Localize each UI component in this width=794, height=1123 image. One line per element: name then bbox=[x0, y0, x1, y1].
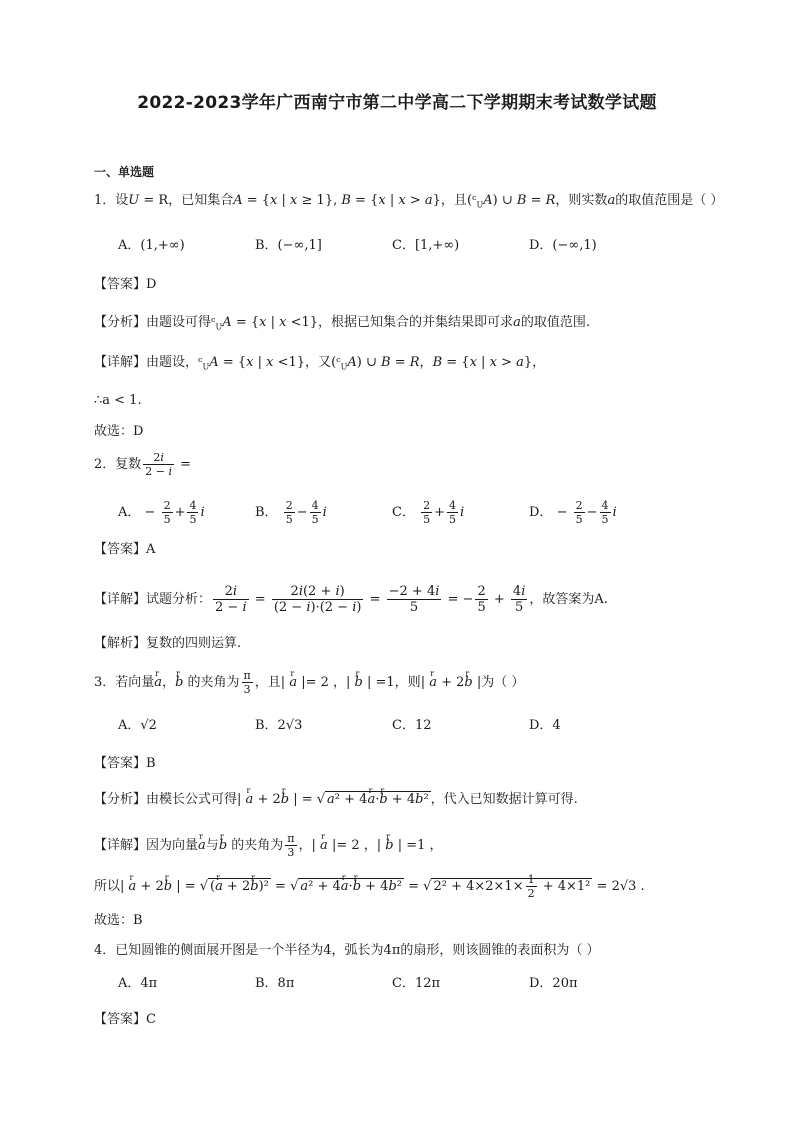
question-4-options bbox=[118, 974, 666, 994]
option-d[interactable]: D．(−∞,1) bbox=[529, 238, 597, 253]
option-c[interactable]: C．12 bbox=[392, 718, 432, 733]
question-3-detail: 【详解】因为向量r a与r b 的夹角为 $\frac{\pi}{3}$ ，| r a |= 2 ，| r b | =1 ， bbox=[94, 833, 443, 858]
option-b[interactable]: B．8π bbox=[255, 976, 295, 991]
question-1-choose: 故选：D bbox=[94, 424, 144, 439]
question-3-options bbox=[118, 716, 666, 736]
option-a[interactable]: A． − $\frac{2}{5}$ + $\frac{4}{5}$ i bbox=[118, 499, 205, 526]
question-1-therefore: ∴a < 1. bbox=[94, 393, 142, 408]
question-1-answer: 【答案】D bbox=[94, 277, 157, 292]
question-4: 4．已知圆锥的侧面展开图是一个半径为4，弧长为4π的扇形，则该圆锥的表面积为（ ） bbox=[94, 943, 600, 958]
option-a[interactable]: A．√2 bbox=[118, 718, 157, 733]
option-b[interactable]: B．(−∞,1] bbox=[255, 238, 322, 253]
question-1: 1．设U = R，已知集合A = {x | x ≥ 1}, B = {x | x > a}，且(ᶜ$_U$A) ∪ B = R，则实数a的取值范围是（ ） bbox=[94, 193, 724, 210]
option-d[interactable]: D．4 bbox=[529, 718, 561, 733]
question-2-answer: 【答案】A bbox=[94, 542, 156, 557]
question-3-choose: 故选：B bbox=[94, 913, 143, 928]
question-1-detail: 【详解】由题设，ᶜ$_U$A = {x | x <1}，又(ᶜ$_U$A) ∪ B = R，B = {x | x > a}， bbox=[94, 355, 546, 372]
question-2-options bbox=[118, 500, 666, 525]
option-a[interactable]: A．(1,+∞) bbox=[118, 238, 185, 253]
question-3-calc: 所以| r a + 2r b | = √ (r a + 2r b)² = √ a² + 4r a·r b + 4b² = √ 2² + 4×2×1× $\frac{1}{2}$ + 4×1² = 2√3 . bbox=[94, 874, 645, 899]
option-d[interactable]: D． − $\frac{2}{5}$ − $\frac{4}{5}$ i bbox=[529, 499, 617, 526]
option-c[interactable]: C．[1,+∞) bbox=[392, 238, 460, 253]
question-1-analysis: 【分析】由题设可得ᶜ$_U$A = {x | x <1}，根据已知集合的并集结果即可求a的取值范围. bbox=[94, 315, 590, 332]
question-2-detail: 【详解】试题分析： $\frac{2i}{2 - i}$ = $\frac{2i(2 + i)}{(2 - i)\cdot(2 - i)}$ = $\frac{-2 + 4i}{5}$ = − $\frac{2}{5}$ + $\frac{4i}{5}$ ，故答案为A. bbox=[94, 584, 608, 615]
option-a[interactable]: A．4π bbox=[118, 976, 158, 991]
page-title: 2022-2023学年广西南宁市第二中学高二下学期期末考试数学试题 bbox=[137, 93, 657, 113]
section-heading: 一、单选题 bbox=[94, 165, 155, 179]
option-c[interactable]: C．12π bbox=[392, 976, 441, 991]
question-3-analysis: 【分析】由模长公式可得| r a + 2r b | = √ a² + 4r a·r b + 4b² ，代入已知数据计算可得. bbox=[94, 790, 578, 810]
question-3: 3．若向量r a，r b 的夹角为 $\frac{\pi}{3}$ ，且| r a |= 2 ，| r b | =1，则| r a + 2r b |为（ ） bbox=[94, 670, 524, 695]
option-b[interactable]: B．2√3 bbox=[255, 718, 303, 733]
question-4-answer: 【答案】C bbox=[94, 1012, 156, 1027]
option-b[interactable]: B． $\frac{2}{5}$ − $\frac{4}{5}$ i bbox=[255, 499, 327, 526]
question-3-answer: 【答案】B bbox=[94, 756, 156, 771]
option-d[interactable]: D．20π bbox=[529, 976, 578, 991]
question-2-jiexi: 【解析】复数的四则运算. bbox=[94, 636, 242, 651]
option-c[interactable]: C． $\frac{2}{5}$ + $\frac{4}{5}$ i bbox=[392, 499, 465, 526]
question-2: 2．复数 $\frac{2i}{2 - i}$ = bbox=[94, 451, 192, 478]
question-1-options bbox=[118, 236, 666, 256]
